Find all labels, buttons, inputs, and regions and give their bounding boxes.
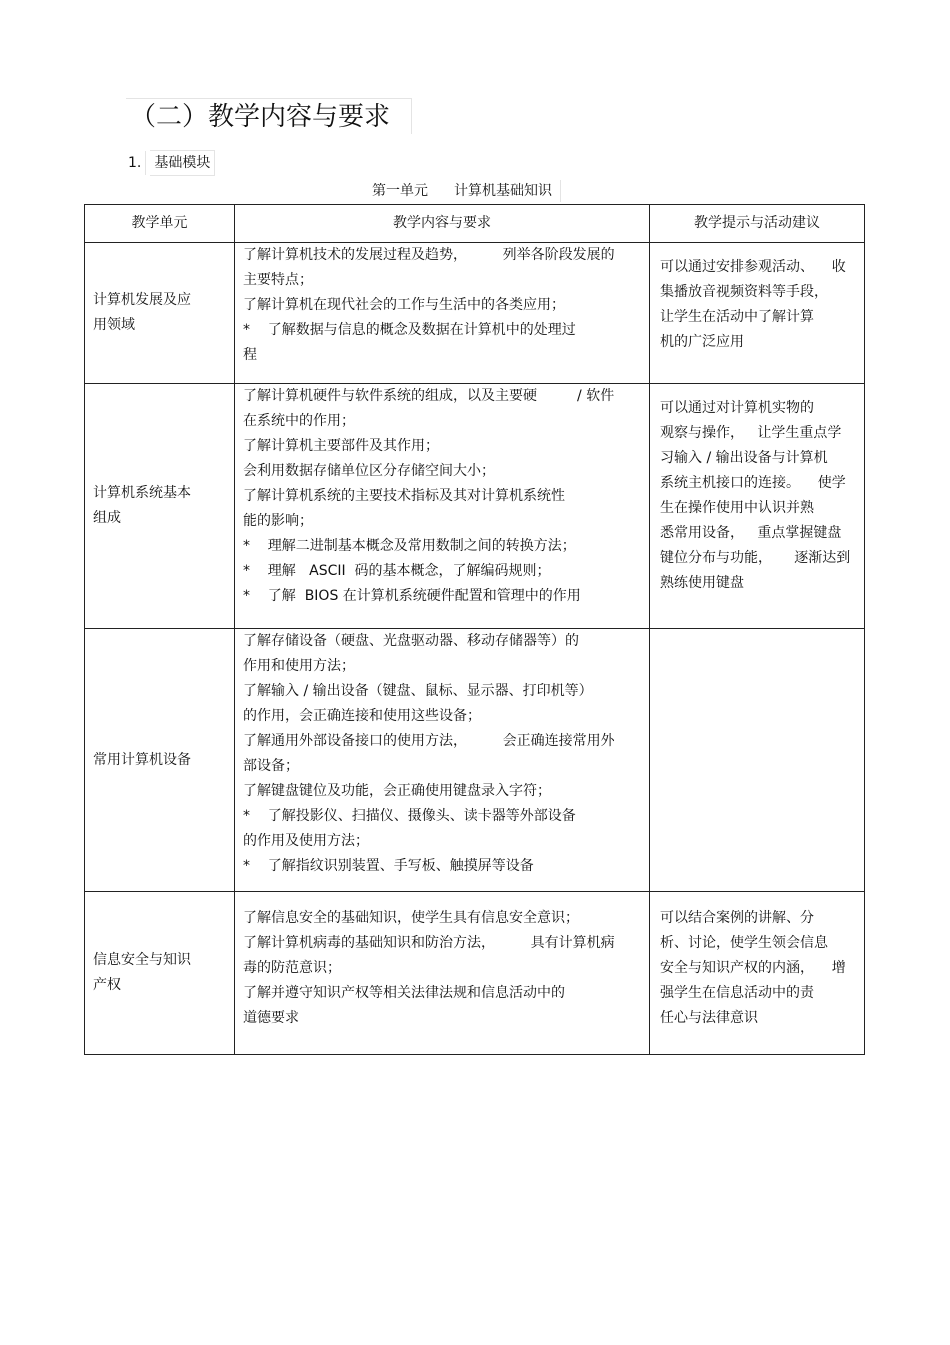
hint-line: 机的广泛应用	[660, 334, 744, 350]
table-row	[85, 384, 865, 629]
hint-line: 熟练使用键盘	[660, 575, 744, 591]
content-line: * 理解 ASCII 码的基本概念，了解编码规则；	[243, 563, 551, 579]
content-line: 程	[243, 347, 257, 363]
caption-unit: 第一单元	[372, 183, 428, 199]
row-unit	[85, 629, 235, 892]
content-line: 了解信息安全的基础知识，使学生具有信息安全意识；	[243, 910, 579, 926]
unit-line: 用领域	[93, 317, 135, 333]
hint-line: 强学生在信息活动中的责	[660, 985, 814, 1001]
table-row	[85, 243, 865, 384]
content-line: * 了解 BIOS 在计算机系统硬件配置和管理中的作用	[243, 588, 581, 604]
content-line: 的作用，会正确连接和使用这些设备；	[243, 708, 481, 724]
content-line: 会利用数据存储单位区分存储空间大小；	[243, 463, 495, 479]
table-row	[85, 629, 865, 892]
hint-line: 观察与操作， 让学生重点学	[660, 425, 842, 441]
hint-line: 悉常用设备， 重点掌握键盘	[660, 525, 842, 541]
row-hint	[650, 384, 865, 629]
row-hint	[650, 892, 865, 1055]
row-content	[235, 892, 650, 1055]
curriculum-table	[84, 204, 865, 1055]
content-line: 部设备；	[243, 758, 299, 774]
row-hint	[650, 243, 865, 384]
table-row	[85, 892, 865, 1055]
hint-line: 让学生在活动中了解计算	[660, 309, 814, 325]
hint-line: 习输入 / 输出设备与计算机	[660, 450, 828, 466]
unit-line: 常用计算机设备	[93, 751, 191, 768]
row-content	[235, 243, 650, 384]
content-line: 在系统中的作用；	[243, 413, 355, 429]
content-line: 毒的防范意识；	[243, 960, 341, 976]
content-line: 了解通用外部设备接口的使用方法， 会正确连接常用外	[243, 733, 615, 749]
row-hint	[650, 629, 865, 892]
content-line: 了解计算机硬件与软件系统的组成，以及主要硬 / 软件	[243, 388, 615, 404]
content-line: * 了解投影仪、扫描仪、摄像头、读卡器等外部设备	[243, 808, 576, 824]
hint-line: 生在操作使用中认识并熟	[660, 500, 814, 516]
content-line: 道德要求	[243, 1010, 299, 1026]
content-line: 了解计算机主要部件及其作用；	[243, 438, 439, 454]
module-number: 1.	[128, 151, 146, 175]
hint-line: 可以通过对计算机实物的	[660, 400, 814, 416]
content-line: * 了解数据与信息的概念及数据在计算机中的处理过	[243, 322, 576, 338]
module-title: 基础模块	[150, 150, 215, 176]
section-heading: （二）教学内容与要求	[126, 98, 412, 134]
content-line: 主要特点；	[243, 272, 313, 288]
row-unit	[85, 243, 235, 384]
content-line: 能的影响；	[243, 513, 313, 529]
table-caption	[372, 180, 561, 202]
hint-line: 可以结合案例的讲解、分	[660, 910, 814, 926]
header-content: 教学内容与要求	[235, 205, 650, 243]
module-subheading	[128, 150, 215, 174]
hint-line: 任心与法律意识	[660, 1010, 758, 1026]
unit-line: 组成	[93, 510, 121, 526]
content-line: 了解存储设备（硬盘、光盘驱动器、移动存储器等）的	[243, 633, 579, 649]
unit-line: 计算机发展及应	[93, 292, 191, 308]
content-line: 了解计算机系统的主要技术指标及其对计算机系统性	[243, 488, 565, 504]
hint-line: 系统主机接口的连接。 使学	[660, 475, 846, 491]
content-line: 了解输入 / 输出设备（键盘、鼠标、显示器、打印机等）	[243, 683, 593, 699]
row-unit	[85, 384, 235, 629]
row-content	[235, 384, 650, 629]
content-line: * 理解二进制基本概念及常用数制之间的转换方法；	[243, 538, 576, 554]
hint-line: 键位分布与功能， 逐渐达到	[660, 550, 851, 566]
content-line: 了解计算机在现代社会的工作与生活中的各类应用；	[243, 297, 565, 313]
content-line: 了解并遵守知识产权等相关法律法规和信息活动中的	[243, 985, 565, 1001]
unit-line: 信息安全与知识	[93, 952, 191, 968]
header-hint: 教学提示与活动建议	[650, 205, 865, 243]
content-line: 了解计算机病毒的基础知识和防治方法， 具有计算机病	[243, 935, 615, 951]
caption-name: 计算机基础知识	[454, 183, 552, 199]
unit-line: 产权	[93, 977, 121, 993]
row-unit	[85, 892, 235, 1055]
hint-line: 析、讨论，使学生领会信息	[660, 935, 828, 951]
table-header-row	[85, 205, 865, 243]
hint-line: 可以通过安排参观活动、 收	[660, 259, 846, 275]
content-line: 了解键盘键位及功能，会正确使用键盘录入字符；	[243, 783, 551, 799]
unit-line: 计算机系统基本	[93, 485, 191, 501]
hint-line: 安全与知识产权的内涵， 增	[660, 960, 846, 976]
content-line: 作用和使用方法；	[243, 658, 355, 674]
content-line: 的作用及使用方法；	[243, 833, 369, 849]
content-line: * 了解指纹识别装置、手写板、触摸屏等设备	[243, 858, 534, 874]
content-line: 了解计算机技术的发展过程及趋势， 列举各阶段发展的	[243, 247, 615, 263]
hint-line: 集播放音视频资料等手段，	[660, 284, 828, 300]
header-unit: 教学单元	[85, 205, 235, 243]
row-content	[235, 629, 650, 892]
